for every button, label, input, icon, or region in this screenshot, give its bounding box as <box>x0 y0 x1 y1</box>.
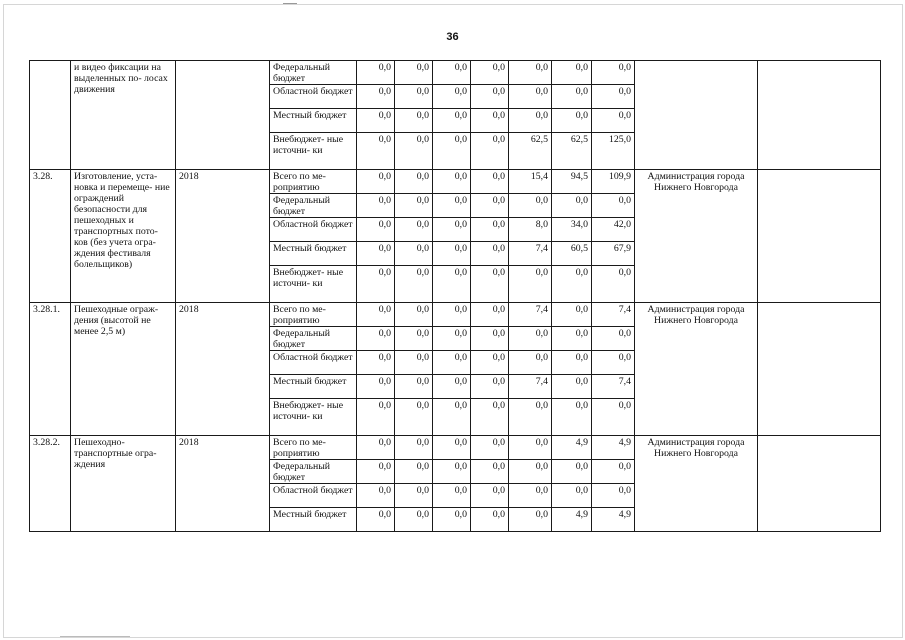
value-cell: 0,0 <box>552 109 592 133</box>
value-cell: 0,0 <box>592 194 635 218</box>
value-cell: 0,0 <box>592 109 635 133</box>
item-name: и видео фиксации на выделенных по- лосах движения <box>71 61 176 170</box>
value-cell: 4,9 <box>592 508 635 532</box>
item-year: 2018 <box>176 436 270 532</box>
item-number: 3.28.2. <box>30 436 71 532</box>
value-cell: 0,0 <box>357 109 395 133</box>
value-cell: 0,0 <box>552 85 592 109</box>
note-cell <box>758 436 881 532</box>
value-cell: 0,0 <box>433 170 471 194</box>
value-cell: 7,4 <box>509 303 552 327</box>
value-cell: 0,0 <box>433 61 471 85</box>
note-cell <box>758 170 881 303</box>
value-cell: 0,0 <box>357 133 395 170</box>
value-cell: 8,0 <box>509 218 552 242</box>
value-cell: 0,0 <box>395 375 433 399</box>
funding-source: Местный бюджет <box>270 375 357 399</box>
value-cell: 67,9 <box>592 242 635 266</box>
funding-source: Всего по ме- роприятию <box>270 303 357 327</box>
item-name: Изготовление, уста- новка и перемеще- ние ограждений безопасности для пешеходных и транспортных пото- ков (без учета огра- ждения фестиваля болельщиков) <box>71 170 176 303</box>
value-cell: 0,0 <box>433 266 471 303</box>
funding-source: Местный бюджет <box>270 508 357 532</box>
value-cell: 0,0 <box>395 242 433 266</box>
funding-source: Федеральный бюджет <box>270 327 357 351</box>
value-cell: 0,0 <box>433 242 471 266</box>
value-cell: 0,0 <box>552 399 592 436</box>
value-cell: 0,0 <box>471 436 509 460</box>
note-cell <box>758 61 881 170</box>
value-cell: 0,0 <box>592 61 635 85</box>
value-cell: 0,0 <box>592 399 635 436</box>
table-row <box>30 303 881 327</box>
value-cell: 0,0 <box>433 133 471 170</box>
value-cell: 0,0 <box>433 85 471 109</box>
value-cell: 0,0 <box>592 327 635 351</box>
value-cell: 0,0 <box>357 194 395 218</box>
value-cell: 0,0 <box>592 460 635 484</box>
executor-cell: Администрация города Нижнего Новгорода <box>635 436 758 532</box>
value-cell: 0,0 <box>552 375 592 399</box>
value-cell: 0,0 <box>552 327 592 351</box>
value-cell: 0,0 <box>509 460 552 484</box>
page-number: 36 <box>446 31 459 43</box>
value-cell: 0,0 <box>433 460 471 484</box>
funding-source: Федеральный бюджет <box>270 194 357 218</box>
value-cell: 0,0 <box>395 508 433 532</box>
value-cell: 0,0 <box>395 327 433 351</box>
value-cell: 0,0 <box>509 266 552 303</box>
funding-source: Всего по ме- роприятию <box>270 436 357 460</box>
value-cell: 0,0 <box>357 399 395 436</box>
value-cell: 0,0 <box>471 218 509 242</box>
value-cell: 0,0 <box>357 170 395 194</box>
value-cell: 0,0 <box>357 327 395 351</box>
value-cell: 0,0 <box>552 460 592 484</box>
value-cell: 0,0 <box>509 327 552 351</box>
value-cell: 62,5 <box>509 133 552 170</box>
value-cell: 0,0 <box>471 170 509 194</box>
executor-cell: Администрация города Нижнего Новгорода <box>635 170 758 303</box>
value-cell: 0,0 <box>357 375 395 399</box>
item-name: Пешеходные ограж- дения (высотой не менее 2,5 м) <box>71 303 176 436</box>
value-cell: 7,4 <box>592 375 635 399</box>
value-cell: 4,9 <box>552 436 592 460</box>
value-cell: 94,5 <box>552 170 592 194</box>
value-cell: 0,0 <box>509 351 552 375</box>
value-cell: 4,9 <box>552 508 592 532</box>
value-cell: 0,0 <box>509 85 552 109</box>
value-cell: 0,0 <box>552 351 592 375</box>
executor-cell <box>635 61 758 170</box>
value-cell: 0,0 <box>509 484 552 508</box>
value-cell: 0,0 <box>433 194 471 218</box>
value-cell: 0,0 <box>395 85 433 109</box>
value-cell: 0,0 <box>471 109 509 133</box>
table-row <box>30 436 881 460</box>
funding-source: Федеральный бюджет <box>270 460 357 484</box>
value-cell: 0,0 <box>357 351 395 375</box>
table-row <box>30 170 881 194</box>
funding-source: Внебюджет- ные источни- ки <box>270 266 357 303</box>
funding-source: Местный бюджет <box>270 109 357 133</box>
value-cell: 15,4 <box>509 170 552 194</box>
value-cell: 0,0 <box>471 375 509 399</box>
value-cell: 0,0 <box>433 327 471 351</box>
value-cell: 0,0 <box>433 303 471 327</box>
value-cell: 0,0 <box>395 61 433 85</box>
value-cell: 0,0 <box>471 85 509 109</box>
value-cell: 0,0 <box>552 266 592 303</box>
value-cell: 0,0 <box>509 436 552 460</box>
value-cell: 0,0 <box>357 436 395 460</box>
funding-source: Внебюджет- ные источни- ки <box>270 399 357 436</box>
value-cell: 0,0 <box>357 85 395 109</box>
value-cell: 0,0 <box>433 436 471 460</box>
value-cell: 60,5 <box>552 242 592 266</box>
value-cell: 0,0 <box>509 61 552 85</box>
value-cell: 0,0 <box>395 436 433 460</box>
value-cell: 0,0 <box>509 399 552 436</box>
value-cell: 109,9 <box>592 170 635 194</box>
value-cell: 0,0 <box>471 327 509 351</box>
value-cell: 0,0 <box>395 194 433 218</box>
value-cell: 0,0 <box>471 61 509 85</box>
value-cell: 0,0 <box>433 375 471 399</box>
funding-source: Всего по ме- роприятию <box>270 170 357 194</box>
value-cell: 62,5 <box>552 133 592 170</box>
value-cell: 42,0 <box>592 218 635 242</box>
funding-source: Областной бюджет <box>270 351 357 375</box>
funding-source: Внебюджет- ные источни- ки <box>270 133 357 170</box>
value-cell: 0,0 <box>357 484 395 508</box>
value-cell: 0,0 <box>471 242 509 266</box>
value-cell: 0,0 <box>433 508 471 532</box>
value-cell: 0,0 <box>552 61 592 85</box>
value-cell: 0,0 <box>471 133 509 170</box>
value-cell: 0,0 <box>471 266 509 303</box>
value-cell: 34,0 <box>552 218 592 242</box>
value-cell: 0,0 <box>395 460 433 484</box>
value-cell: 0,0 <box>433 351 471 375</box>
value-cell: 7,4 <box>592 303 635 327</box>
value-cell: 0,0 <box>395 303 433 327</box>
value-cell: 0,0 <box>509 109 552 133</box>
value-cell: 4,9 <box>592 436 635 460</box>
value-cell: 0,0 <box>552 484 592 508</box>
value-cell: 0,0 <box>592 484 635 508</box>
note-cell <box>758 303 881 436</box>
value-cell: 0,0 <box>592 85 635 109</box>
value-cell: 0,0 <box>509 194 552 218</box>
value-cell: 0,0 <box>357 508 395 532</box>
item-number <box>30 61 71 170</box>
item-year: 2018 <box>176 303 270 436</box>
funding-source: Федеральный бюджет <box>270 61 357 85</box>
item-year <box>176 61 270 170</box>
item-number: 3.28. <box>30 170 71 303</box>
funding-source: Областной бюджет <box>270 218 357 242</box>
item-year: 2018 <box>176 170 270 303</box>
value-cell: 0,0 <box>471 303 509 327</box>
value-cell: 0,0 <box>395 399 433 436</box>
value-cell: 0,0 <box>357 303 395 327</box>
table-row <box>30 61 881 85</box>
value-cell: 0,0 <box>471 351 509 375</box>
scan-mark-bottom <box>60 636 130 637</box>
value-cell: 0,0 <box>552 303 592 327</box>
funding-source: Областной бюджет <box>270 484 357 508</box>
value-cell: 0,0 <box>471 460 509 484</box>
value-cell: 0,0 <box>433 484 471 508</box>
value-cell: 0,0 <box>395 351 433 375</box>
value-cell: 0,0 <box>592 351 635 375</box>
item-name: Пешеходно- транспортные огра- ждения <box>71 436 176 532</box>
value-cell: 0,0 <box>357 242 395 266</box>
value-cell: 0,0 <box>395 133 433 170</box>
funding-source: Местный бюджет <box>270 242 357 266</box>
value-cell: 0,0 <box>357 218 395 242</box>
value-cell: 0,0 <box>395 109 433 133</box>
value-cell: 0,0 <box>357 460 395 484</box>
value-cell: 0,0 <box>471 484 509 508</box>
value-cell: 0,0 <box>592 266 635 303</box>
funding-source: Областной бюджет <box>270 85 357 109</box>
value-cell: 0,0 <box>395 484 433 508</box>
value-cell: 0,0 <box>357 61 395 85</box>
value-cell: 0,0 <box>433 109 471 133</box>
value-cell: 0,0 <box>395 266 433 303</box>
value-cell: 0,0 <box>433 399 471 436</box>
value-cell: 0,0 <box>471 508 509 532</box>
value-cell: 0,0 <box>395 218 433 242</box>
value-cell: 7,4 <box>509 242 552 266</box>
value-cell: 0,0 <box>433 218 471 242</box>
value-cell: 125,0 <box>592 133 635 170</box>
value-cell: 0,0 <box>471 194 509 218</box>
value-cell: 0,0 <box>471 399 509 436</box>
item-number: 3.28.1. <box>30 303 71 436</box>
value-cell: 0,0 <box>357 266 395 303</box>
budget-table <box>29 60 881 532</box>
value-cell: 0,0 <box>509 508 552 532</box>
value-cell: 0,0 <box>395 170 433 194</box>
executor-cell: Администрация города Нижнего Новгорода <box>635 303 758 436</box>
value-cell: 0,0 <box>552 194 592 218</box>
value-cell: 7,4 <box>509 375 552 399</box>
scan-mark-top <box>283 3 297 4</box>
